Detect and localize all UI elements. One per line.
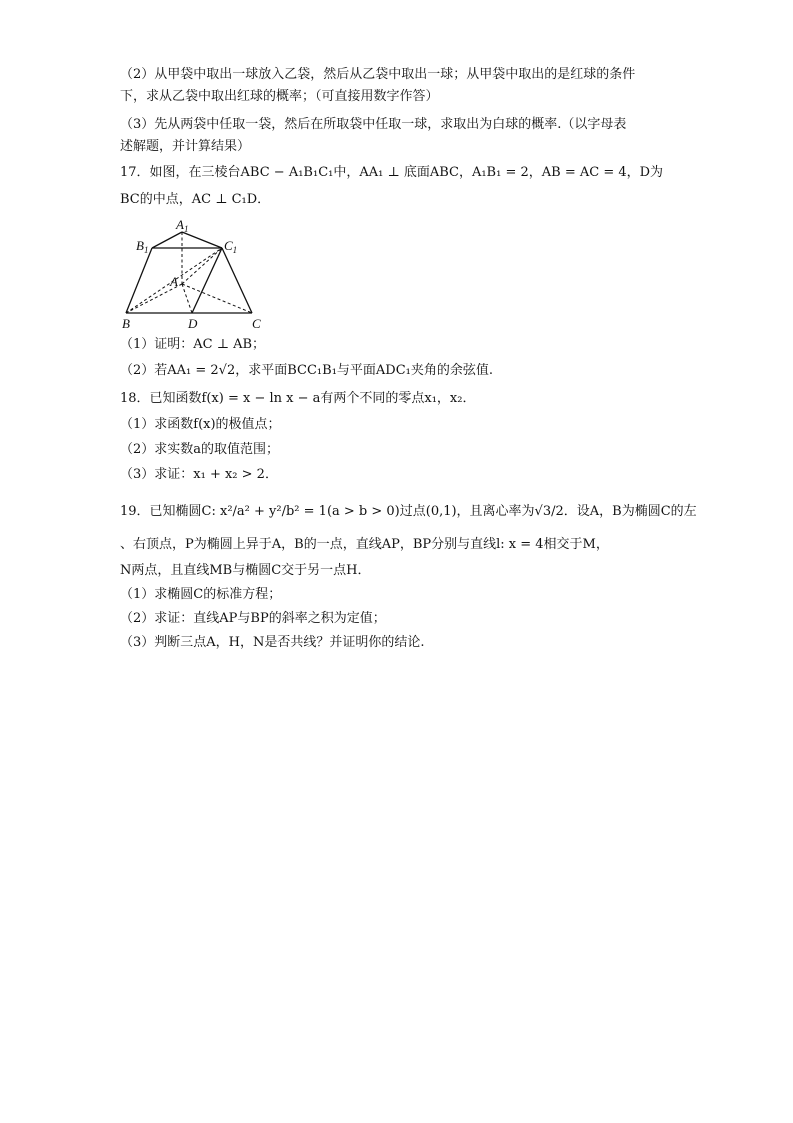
q19-stem-line1: 19．已知椭圆C: x²/a² + y²/b² = 1(a > b > 0)过点(0,1)，且离心率为√3/2．设A，B为椭圆C的左: [120, 504, 697, 519]
frustum-figure: [118, 218, 278, 336]
q18-part2: （2）求实数a的取值范围；: [120, 442, 280, 457]
q17-part1: （1）证明：AC ⊥ AB；: [120, 337, 266, 352]
label-c: C: [252, 316, 261, 331]
q19-part2: （2）求证：直线AP与BP的斜率之积为定值；: [120, 611, 386, 626]
label-a1: $A_1$: [176, 218, 189, 234]
q18-stem: 18．已知函数f(x) = x − ln x − a有两个不同的零点x₁，x₂．: [120, 391, 476, 406]
q17-stem-line2: BC的中点，AC ⊥ C₁D．: [120, 192, 271, 207]
edge-ad-hidden: [182, 284, 192, 313]
edge-c1d: [192, 248, 222, 313]
q19-stem-line2: 、右顶点，P为椭圆上异于A，B的一点，直线AP，BP分别与直线l: x = 4相交于M，: [120, 537, 609, 552]
edge-b1a1: [152, 232, 182, 248]
q17-part2: （2）若AA₁ = 2√2，求平面BCC₁B₁与平面ADC₁夹角的余弦值.: [120, 363, 494, 378]
q19-part1: （1）求椭圆C的标准方程；: [120, 587, 282, 602]
q18-part1: （1）求函数f(x)的极值点；: [120, 417, 281, 432]
q19-stem-line3: N两点，且直线MB与椭圆C交于另一点H．: [120, 563, 371, 578]
label-d: D: [188, 316, 198, 331]
label-c1: $C_1$: [224, 238, 238, 255]
edge-a1c1: [182, 232, 222, 248]
label-b1: $B_1$: [136, 238, 149, 255]
q18-part3: （3）求证：x₁ + x₂ > 2．: [120, 467, 278, 482]
q16-part3-line2: 述解题，并计算结果）: [120, 139, 251, 154]
edge-b1b: [126, 248, 152, 313]
edge-ac1-hidden: [182, 248, 222, 284]
label-a: A: [170, 274, 178, 289]
edge-c1c: [222, 248, 252, 313]
q16-part2-line2: 下，求从乙袋中取出红球的概率；（可直接用数字作答）: [120, 89, 439, 104]
q19-part3: （3）判断三点A，H，N是否共线？并证明你的结论.: [120, 635, 425, 650]
edge-ac-hidden: [182, 284, 252, 313]
frustum-diagram: [118, 218, 278, 336]
q17-stem-line1: 17．如图，在三棱台ABC − A₁B₁C₁中，AA₁ ⊥ 底面ABC，A₁B₁ = 2，AB = AC = 4，D为: [120, 165, 664, 180]
q16-part3-line1: （3）先从两袋中任取一袋，然后在所取袋中任取一球，求取出为白球的概率.（以字母表: [120, 117, 627, 132]
q16-part2-line1: （2）从甲袋中取出一球放入乙袋，然后从乙袋中取出一球；从甲袋中取出的是红球的条件: [120, 67, 636, 82]
label-b: B: [122, 316, 130, 331]
